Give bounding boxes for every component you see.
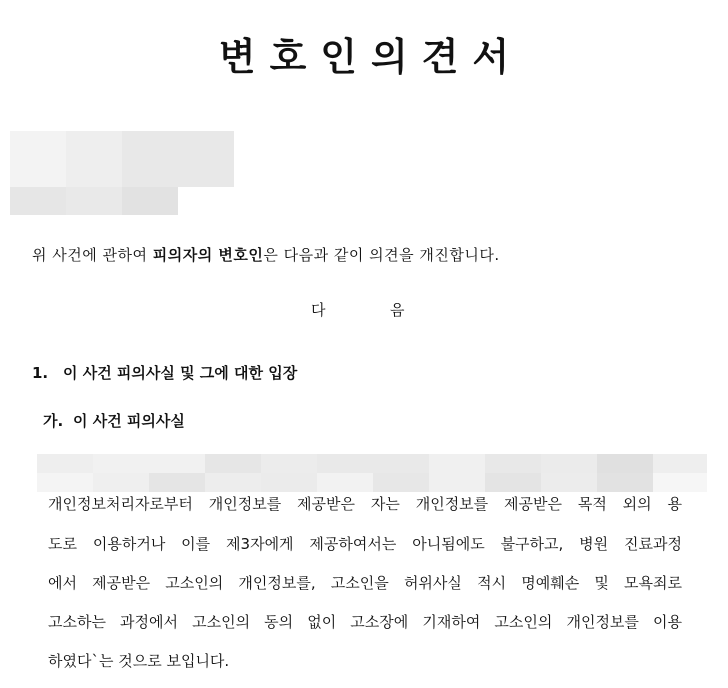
body-line: 개인정보처리자로부터 개인정보를 제공받은 자는 개인정보를 제공받은 목적 외의 용 xyxy=(48,495,682,513)
document-title: 변호인의견서 xyxy=(218,35,524,79)
intro-paragraph xyxy=(32,244,500,266)
redacted-block-allegation xyxy=(37,454,707,492)
body-line: 고소하는 과정에서 고소인의 동의 없이 고소장에 기재하여 고소인의 개인정보를 이용 xyxy=(48,613,682,631)
body-line: 에서 제공받은 고소인의 개인정보를, 고소인을 허위사실 적시 명예훼손 및 모욕죄로 xyxy=(48,574,682,592)
redacted-block-party xyxy=(10,131,234,187)
section-heading-1 xyxy=(32,362,297,384)
subsection-title: 이 사건 피의사실 xyxy=(73,412,185,430)
intro-text-before: 위 사건에 관하여 xyxy=(32,246,153,264)
center-heading-char-1: 다 xyxy=(311,301,326,319)
redacted-block-party-line2 xyxy=(10,187,178,215)
body-line: 하였다`는 것으로 보입니다. xyxy=(48,652,230,670)
section-title: 이 사건 피의사실 및 그에 대한 입장 xyxy=(63,364,298,382)
intro-text-after: 은 다음과 같이 의견을 개진합니다. xyxy=(263,246,500,264)
subsection-heading-ga xyxy=(43,410,185,432)
body-line: 도로 이용하거나 이를 제3자에게 제공하여서는 아니됨에도 불구하고, 병원 진료과정 xyxy=(48,535,682,553)
center-heading-char-2: 음 xyxy=(390,301,405,319)
intro-text-bold: 피의자의 변호인 xyxy=(152,246,264,264)
section-number: 1. xyxy=(32,364,49,382)
subsection-number: 가. xyxy=(43,412,64,430)
